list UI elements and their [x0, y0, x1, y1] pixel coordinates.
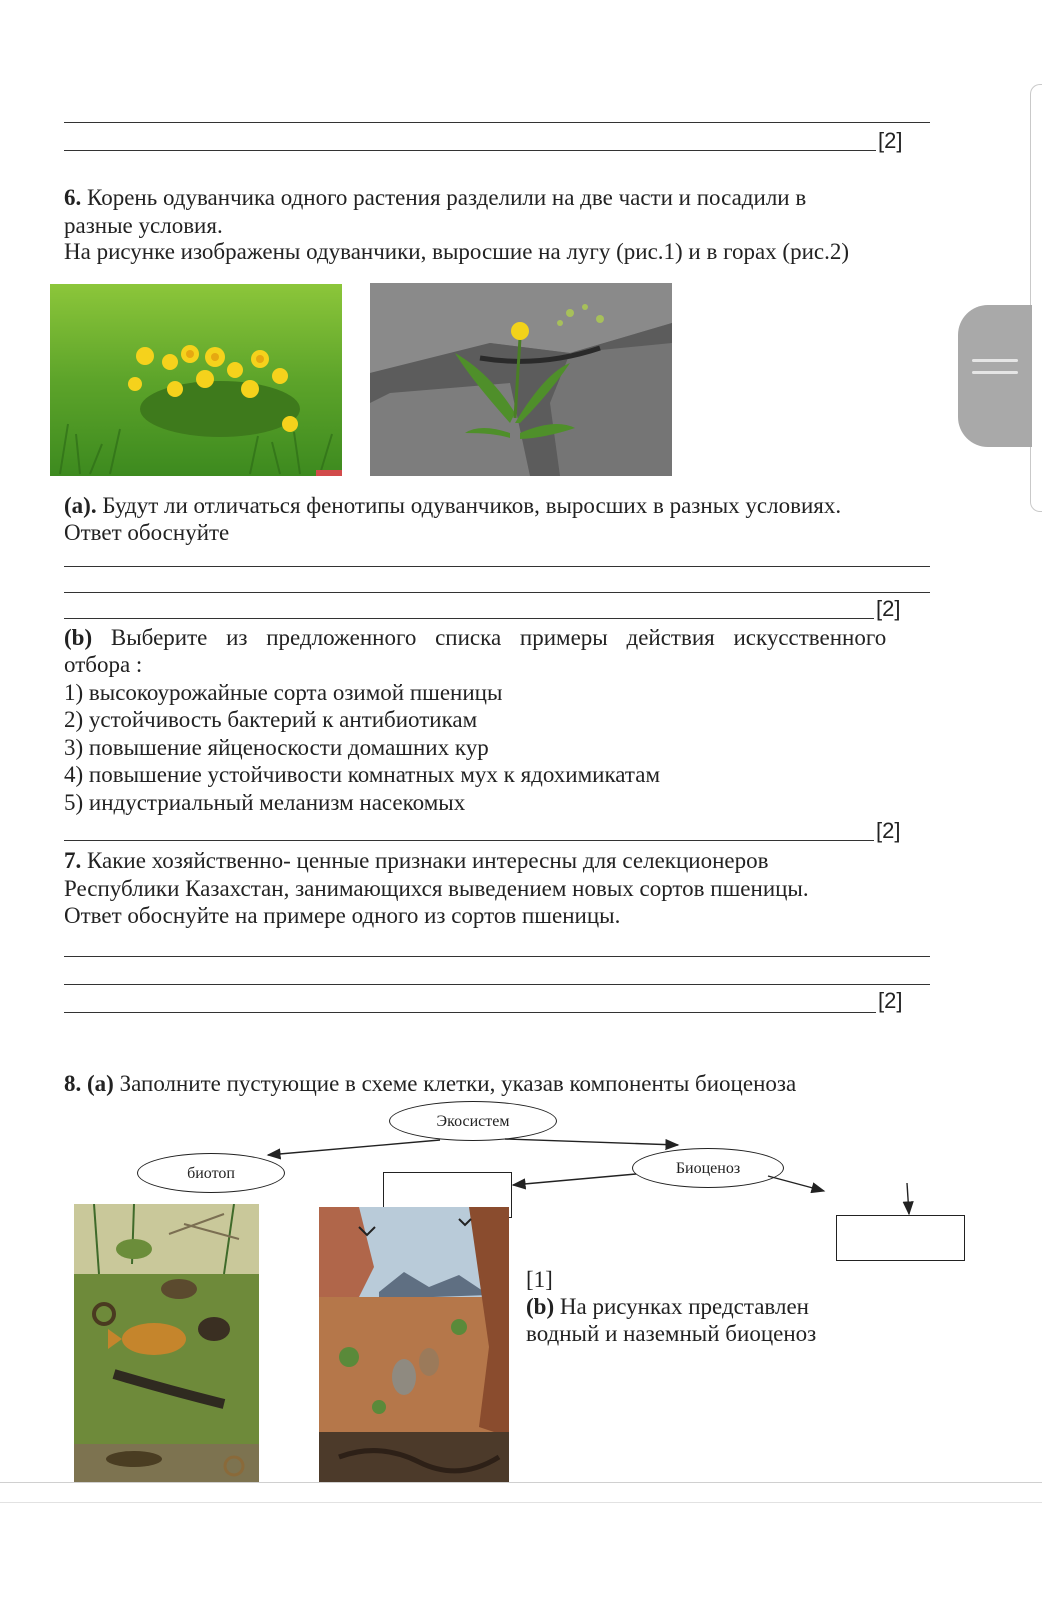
scroll-handle-icon[interactable] — [958, 305, 1032, 447]
q7-number: 7. — [64, 848, 82, 873]
empty-answer-box[interactable] — [836, 1215, 965, 1261]
q6b-line2: отбора : — [64, 652, 143, 677]
q6-line3: На рисунке изображены одуванчики, выросшие на лугу (рис.1) и в горах (рис.2) — [64, 239, 850, 264]
score-mark: [1] — [526, 1267, 553, 1292]
q6b-option: 3) повышение яйценоскости домашних кур — [64, 735, 489, 760]
score-mark: [2] — [878, 128, 903, 153]
answer-line — [64, 592, 930, 593]
page-bottom-divider — [0, 1482, 1042, 1483]
ecosystem-node: Экосистем — [389, 1101, 557, 1141]
answer-line — [64, 984, 930, 985]
scrollbar-track[interactable] — [1030, 84, 1042, 512]
q7-line1: 7. Какие хозяйственно- ценные признаки интересны для селекционеров — [64, 848, 769, 873]
meadow-dandelion-image — [50, 284, 342, 476]
q6a-line1: (a). Будут ли отличаться фенотипы одуванчиков, выросших в разных условиях. — [64, 493, 842, 518]
page-bottom-divider — [0, 1502, 1042, 1503]
q6a-line2: Ответ обоснуйте — [64, 520, 230, 545]
terrestrial-biocenosis-image — [319, 1207, 509, 1482]
answer-line — [64, 150, 876, 151]
answer-line — [64, 618, 874, 619]
answer-line — [64, 956, 930, 957]
score-mark: [2] — [876, 818, 901, 843]
mountain-dandelion-image — [370, 283, 672, 476]
aquatic-biocenosis-image — [74, 1204, 259, 1482]
answer-line — [64, 1012, 876, 1013]
q6-line1: 6. Корень одуванчика одного растения разделили на две части и посадили в — [64, 185, 807, 210]
answer-line — [64, 840, 874, 841]
q6b-line1: (b) Выберите из предложенного списка примеры действия искусственного — [64, 625, 887, 650]
score-mark: [2] — [876, 596, 901, 621]
q6-number: 6. — [64, 185, 82, 210]
q8-heading: 8. (a) Заполните пустующие в схеме клетки, указав компоненты биоценоза — [64, 1071, 797, 1096]
answer-line — [64, 566, 930, 567]
biocenosis-node: Биоценоз — [632, 1148, 784, 1188]
q6b-option: 2) устойчивость бактерий к антибиотикам — [64, 707, 478, 732]
q8b-line2: водный и наземный биоценоз — [526, 1321, 817, 1346]
q6b-option: 1) высокоурожайные сорта озимой пшеницы — [64, 680, 503, 705]
q7-line3: Ответ обоснуйте на примере одного из сортов пшеницы. — [64, 903, 621, 928]
answer-line — [64, 122, 930, 123]
score-mark: [2] — [878, 988, 903, 1013]
biotope-node: биотоп — [137, 1153, 285, 1193]
q6-line2: разные условия. — [64, 213, 223, 238]
q7-line2: Республики Казахстан, занимающихся выведением новых сортов пшеницы. — [64, 876, 809, 901]
q6b-option: 5) индустриальный меланизм насекомых — [64, 790, 466, 815]
q8b-line1: (b) На рисунках представлен — [526, 1294, 809, 1319]
q6b-option: 4) повышение устойчивости комнатных мух к ядохимикатам — [64, 762, 661, 787]
